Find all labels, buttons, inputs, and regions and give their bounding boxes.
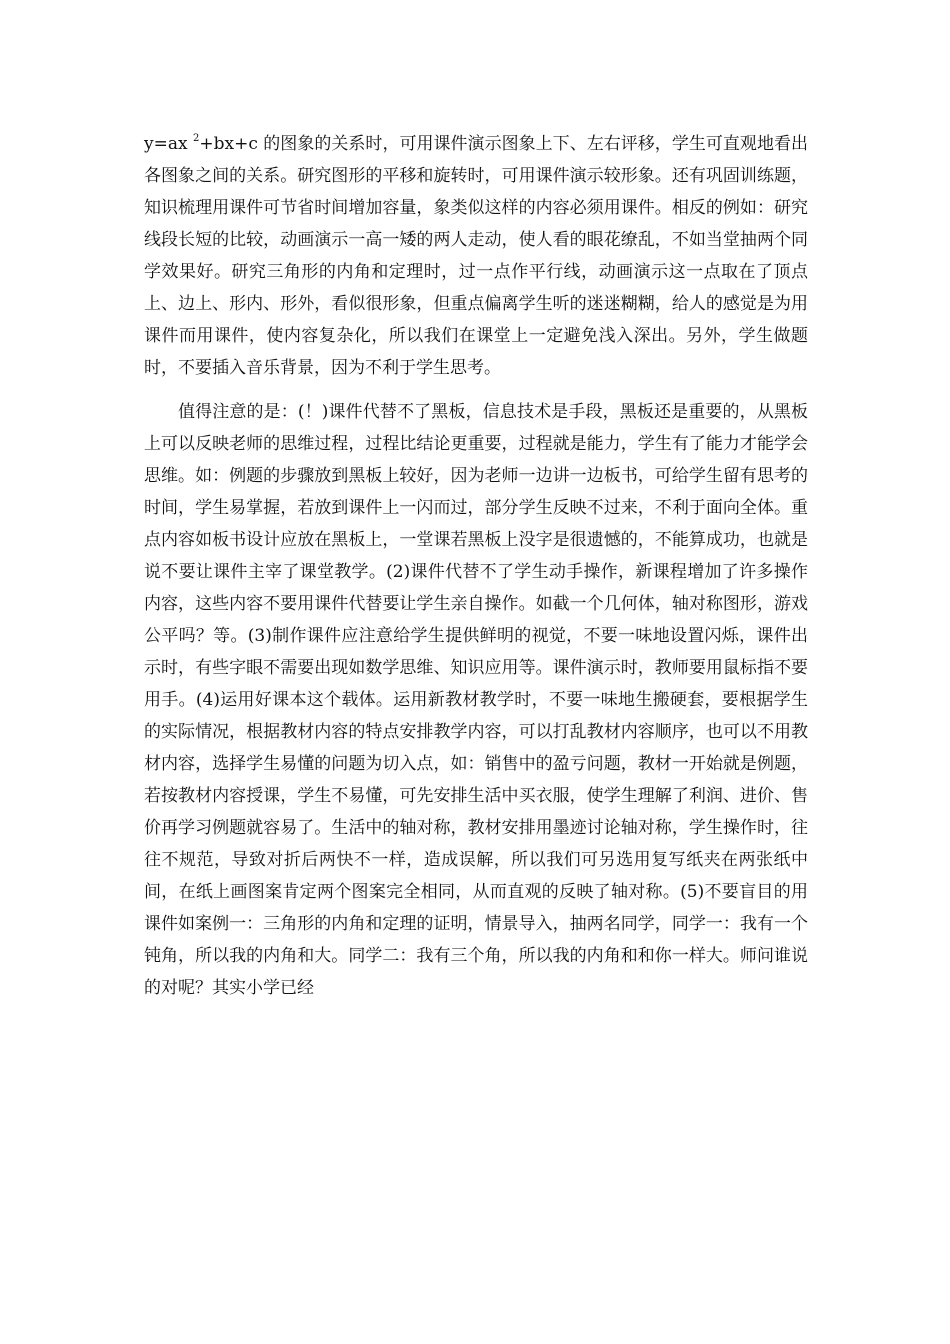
- formula-start: y=ax: [144, 134, 193, 154]
- paragraph-1: [144, 128, 808, 384]
- formula-superscript: 2: [193, 133, 200, 144]
- paragraph-2: 值得注意的是：(！)课件代替不了黑板，信息技术是手段，黑板还是重要的，从黑板上可以反映老师的思维过程，过程比结论更重要，过程就是能力，学生有了能力才能学会思维。如：例题的步骤放到黑板上较好，因为老师一边讲一边板书，可给学生留有思考的时间，学生易掌握，若放到课件上一闪而过，部分学生反映不过来，不利于面向全体。重点内容如板书设计应放在黑板上，一堂课若黑板上没字是很遗憾的，不能算成功，也就是说不要让课件主宰了课堂教学。(2)课件代替不了学生动手操作，新课程增加了许多操作内容，这些内容不要用课件代替要让学生亲自操作。如截一个几何体，轴对称图形，游戏公平吗？等。(3)制作课件应注意给学生提供鲜明的视觉，不要一味地设置闪烁，课件出示时，有些字眼不需要出现如数学思维、知识应用等。课件演示时，教师要用鼠标指不要用手。(4)运用好课本这个载体。运用新教材教学时，不要一味地生搬硬套，要根据学生的实际情况，根据教材内容的特点安排教学内容，可以打乱教材内容顺序，也可以不用教材内容，选择学生易懂的问题为切入点，如：销售中的盈亏问题，教材一开始就是例题，若按教材内容授课，学生不易懂，可先安排生活中买衣服，使学生理解了利润、进价、售价再学习例题就容易了。生活中的轴对称，教材安排用墨迹讨论轴对称，学生操作时，往往不规范，导致对折后两快不一样，造成误解，所以我们可另选用复写纸夹在两张纸中间，在纸上画图案肯定两个图案完全相同，从而直观的反映了轴对称。(5)不要盲目的用课件如案例一：三角形的内角和定理的证明，情景导入，抽两名同学，同学一：我有一个钝角，所以我的内角和大。同学二：我有三个角，所以我的内角和和你一样大。师问谁说的对呢？其实小学已经: [144, 402, 808, 998]
- document-body: [144, 128, 808, 1016]
- paragraph-1-text: +bx+c 的图象的关系时，可用课件演示图象上下、左右评移，学生可直观地看出各图象之间的关系。研究图形的平移和旋转时，可用课件演示较形象。还有巩固训练题，知识梳理用课件可节省时间增加容量，象类似这样的内容必须用课件。相反的例如：研究线段长短的比较，动画演示一高一矮的两人走动，使人看的眼花缭乱，不如当堂抽两个同学效果好。研究三角形的内角和定理时，过一点作平行线，动画演示这一点取在了顶点上、边上、形内、形外，看似很形象，但重点偏离学生听的迷迷糊糊，给人的感觉是为用课件而用课件，使内容复杂化，所以我们在课堂上一定避免浅入深出。另外，学生做题时，不要插入音乐背景，因为不利于学生思考。: [144, 134, 808, 378]
